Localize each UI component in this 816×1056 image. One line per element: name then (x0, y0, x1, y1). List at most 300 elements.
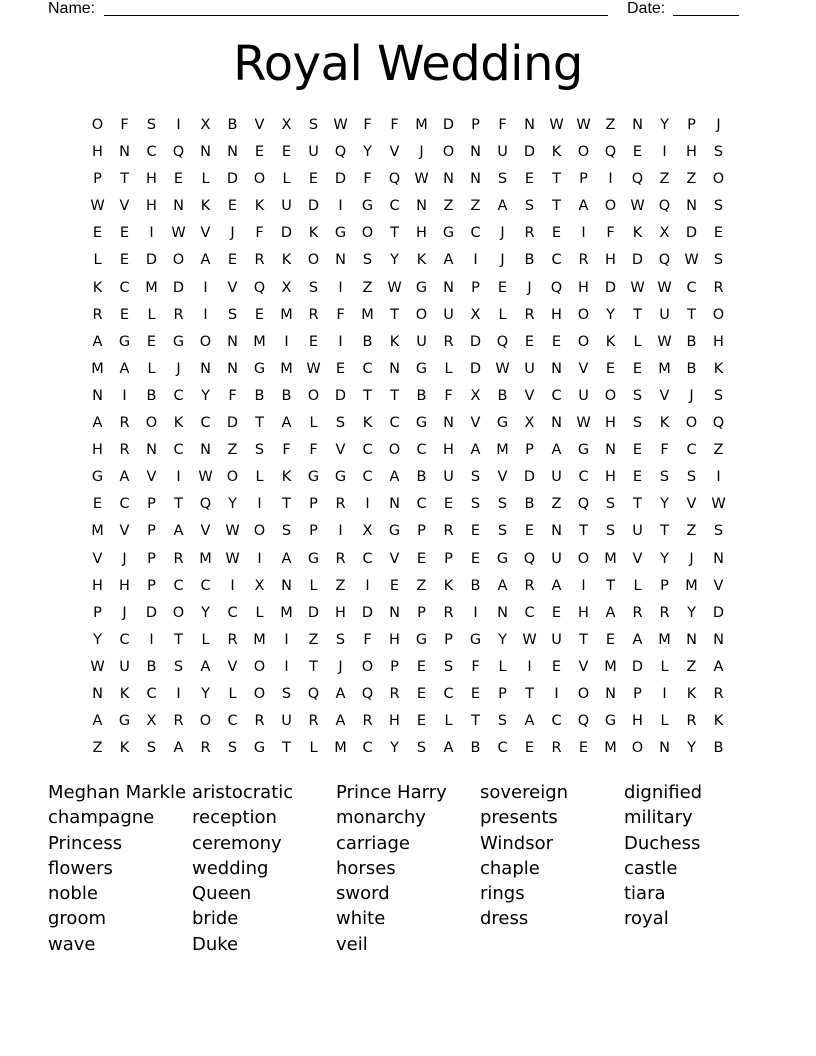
grid-letter[interactable]: V (92, 550, 103, 567)
grid-letter[interactable]: P (579, 171, 588, 188)
grid-letter[interactable]: Q (577, 496, 590, 513)
grid-letter[interactable]: M (145, 279, 158, 296)
grid-letter[interactable]: O (253, 171, 266, 188)
grid-letter[interactable]: Z (686, 658, 697, 675)
grid-letter[interactable]: S (281, 685, 292, 702)
grid-letter[interactable]: J (122, 550, 127, 567)
grid-letter[interactable]: H (605, 415, 616, 432)
grid-letter[interactable]: F (363, 117, 372, 133)
grid-letter[interactable]: Y (93, 631, 102, 648)
grid-letter[interactable]: V (632, 550, 643, 567)
grid-letter[interactable]: N (92, 387, 103, 404)
grid-letter[interactable]: S (497, 171, 508, 188)
grid-letter[interactable]: G (496, 415, 509, 432)
grid-letter[interactable]: T (174, 496, 183, 513)
grid-letter[interactable]: S (335, 415, 346, 432)
grid-letter[interactable]: C (200, 577, 211, 594)
grid-letter[interactable]: E (551, 604, 562, 621)
grid-letter[interactable]: I (176, 685, 181, 702)
grid-letter[interactable]: F (228, 387, 237, 404)
grid-letter[interactable]: M (253, 631, 266, 648)
grid-letter[interactable]: T (660, 523, 669, 540)
grid-letter[interactable]: T (120, 171, 129, 188)
grid-letter[interactable]: Q (712, 415, 725, 432)
grid-letter[interactable]: T (579, 523, 588, 540)
grid-letter[interactable]: R (659, 604, 670, 621)
grid-letter[interactable]: I (257, 496, 262, 513)
grid-letter[interactable]: F (336, 306, 345, 323)
grid-letter[interactable]: K (119, 685, 130, 702)
grid-letter[interactable]: V (578, 658, 589, 675)
grid-letter[interactable]: Z (227, 442, 238, 459)
grid-letter[interactable]: T (552, 198, 561, 215)
grid-letter[interactable]: X (470, 306, 481, 323)
grid-letter[interactable]: L (498, 306, 507, 323)
grid-letter[interactable]: A (389, 469, 400, 486)
grid-letter[interactable]: S (470, 469, 481, 486)
grid-letter[interactable]: E (551, 658, 562, 675)
grid-letter[interactable]: V (200, 523, 211, 540)
grid-letter[interactable]: E (470, 685, 481, 702)
grid-letter[interactable]: W (306, 360, 321, 377)
grid-letter[interactable]: C (362, 360, 373, 377)
grid-letter[interactable]: Q (523, 550, 536, 567)
grid-letter[interactable]: X (524, 415, 535, 432)
grid-letter[interactable]: M (658, 631, 671, 648)
grid-letter[interactable]: J (419, 144, 424, 161)
grid-letter[interactable]: C (551, 713, 562, 730)
grid-letter[interactable]: R (119, 442, 130, 459)
grid-letter[interactable]: N (605, 685, 616, 702)
grid-letter[interactable]: K (443, 577, 454, 594)
grid-letter[interactable]: K (281, 469, 292, 486)
grid-letter[interactable]: E (524, 171, 535, 188)
grid-letter[interactable]: Y (687, 740, 696, 757)
grid-letter[interactable]: C (686, 442, 697, 459)
grid-letter[interactable]: H (713, 333, 724, 350)
grid-letter[interactable]: T (687, 306, 696, 323)
grid-letter[interactable]: Q (199, 496, 212, 513)
grid-letter[interactable]: A (605, 604, 616, 621)
grid-letter[interactable]: K (308, 225, 319, 242)
grid-letter[interactable]: W (90, 658, 105, 675)
grid-letter[interactable]: G (469, 631, 482, 648)
grid-letter[interactable]: L (147, 306, 156, 323)
grid-letter[interactable]: A (524, 713, 535, 730)
grid-letter[interactable]: K (416, 252, 427, 269)
grid-letter[interactable]: N (335, 252, 346, 269)
grid-letter[interactable]: U (524, 360, 535, 377)
grid-letter[interactable]: V (578, 360, 589, 377)
grid-letter[interactable]: C (470, 225, 481, 242)
grid-letter[interactable]: D (442, 117, 455, 133)
grid-letter[interactable]: M (91, 523, 104, 540)
grid-letter[interactable]: G (415, 279, 428, 296)
grid-letter[interactable]: M (199, 550, 212, 567)
grid-letter[interactable]: C (173, 387, 184, 404)
grid-letter[interactable]: Q (172, 144, 185, 161)
grid-letter[interactable]: E (551, 225, 562, 242)
grid-letter[interactable]: I (122, 387, 127, 404)
grid-letter[interactable]: N (227, 360, 238, 377)
grid-letter[interactable]: C (578, 469, 589, 486)
grid-letter[interactable]: C (416, 496, 427, 513)
grid-letter[interactable]: I (581, 225, 586, 242)
grid-letter[interactable]: A (551, 442, 562, 459)
grid-letter[interactable]: Y (606, 306, 615, 323)
grid-letter[interactable]: S (605, 523, 616, 540)
grid-letter[interactable]: P (309, 523, 318, 540)
grid-letter[interactable]: R (713, 279, 724, 296)
grid-letter[interactable]: H (443, 442, 454, 459)
grid-letter[interactable]: N (713, 631, 724, 648)
grid-letter[interactable]: V (119, 198, 130, 215)
grid-letter[interactable]: S (659, 469, 670, 486)
grid-letter[interactable]: G (442, 225, 455, 242)
grid-letter[interactable]: E (389, 577, 400, 594)
grid-letter[interactable]: N (470, 144, 481, 161)
grid-letter[interactable]: N (497, 604, 508, 621)
grid-letter[interactable]: T (174, 631, 183, 648)
grid-letter[interactable]: C (227, 713, 238, 730)
grid-letter[interactable]: N (524, 117, 535, 133)
grid-letter[interactable]: U (443, 306, 454, 323)
grid-letter[interactable]: Z (308, 631, 319, 648)
grid-letter[interactable]: X (254, 577, 265, 594)
grid-letter[interactable]: A (497, 198, 508, 215)
grid-letter[interactable]: E (524, 740, 535, 757)
grid-letter[interactable]: O (199, 713, 212, 730)
grid-letter[interactable]: Z (92, 740, 103, 757)
grid-letter[interactable]: D (523, 144, 536, 161)
grid-letter[interactable]: T (282, 496, 291, 513)
grid-letter[interactable]: J (122, 604, 127, 621)
grid-letter[interactable]: J (230, 225, 235, 242)
grid-letter[interactable]: L (147, 360, 156, 377)
grid-letter[interactable]: N (551, 415, 562, 432)
grid-letter[interactable]: Y (660, 117, 669, 133)
grid-letter[interactable]: R (119, 415, 130, 432)
grid-letter[interactable]: B (686, 360, 697, 377)
grid-letter[interactable]: O (631, 740, 644, 757)
grid-letter[interactable]: G (118, 713, 131, 730)
grid-letter[interactable]: T (633, 496, 642, 513)
grid-letter[interactable]: A (173, 740, 184, 757)
grid-letter[interactable]: K (659, 415, 670, 432)
grid-letter[interactable]: M (658, 360, 671, 377)
grid-letter[interactable]: X (281, 117, 292, 133)
grid-letter[interactable]: T (471, 713, 480, 730)
grid-letter[interactable]: I (149, 225, 154, 242)
grid-letter[interactable]: G (496, 550, 509, 567)
grid-letter[interactable]: C (362, 550, 373, 567)
grid-letter[interactable]: R (362, 713, 373, 730)
grid-letter[interactable]: I (527, 658, 532, 675)
grid-letter[interactable]: Q (388, 171, 401, 188)
grid-letter[interactable]: Q (658, 198, 671, 215)
grid-letter[interactable]: R (686, 713, 697, 730)
grid-letter[interactable]: H (389, 631, 400, 648)
grid-letter[interactable]: I (203, 306, 208, 323)
grid-letter[interactable]: K (632, 225, 643, 242)
grid-letter[interactable]: D (307, 198, 320, 215)
grid-letter[interactable]: A (578, 198, 589, 215)
grid-letter[interactable]: K (200, 198, 211, 215)
grid-letter[interactable]: E (281, 144, 292, 161)
grid-letter[interactable]: I (149, 631, 154, 648)
grid-letter[interactable]: W (630, 198, 645, 215)
grid-letter[interactable]: Q (577, 713, 590, 730)
grid-letter[interactable]: L (660, 713, 669, 730)
grid-letter[interactable]: J (689, 387, 694, 404)
grid-letter[interactable]: P (687, 117, 696, 133)
grid-letter[interactable]: E (416, 658, 427, 675)
grid-letter[interactable]: X (470, 387, 481, 404)
grid-letter[interactable]: X (200, 117, 211, 133)
grid-letter[interactable]: L (444, 360, 453, 377)
grid-letter[interactable]: E (470, 550, 481, 567)
grid-letter[interactable]: S (308, 117, 319, 133)
grid-letter[interactable]: D (523, 469, 536, 486)
grid-letter[interactable]: S (470, 496, 481, 513)
grid-letter[interactable]: K (713, 360, 724, 377)
grid-letter[interactable]: G (577, 442, 590, 459)
grid-letter[interactable]: D (712, 604, 725, 621)
grid-letter[interactable]: A (335, 713, 346, 730)
grid-letter[interactable]: S (713, 523, 724, 540)
grid-letter[interactable]: S (416, 740, 427, 757)
grid-letter[interactable]: D (469, 360, 482, 377)
grid-letter[interactable]: I (176, 117, 181, 133)
grid-letter[interactable]: L (255, 469, 264, 486)
grid-letter[interactable]: P (417, 523, 426, 540)
grid-letter[interactable]: N (443, 279, 454, 296)
grid-letter[interactable]: G (307, 469, 320, 486)
grid-letter[interactable]: P (147, 577, 156, 594)
grid-letter[interactable]: I (176, 469, 181, 486)
grid-letter[interactable]: E (308, 171, 319, 188)
grid-letter[interactable]: M (604, 550, 617, 567)
grid-letter[interactable]: S (443, 658, 454, 675)
grid-letter[interactable]: A (443, 740, 454, 757)
grid-letter[interactable]: I (203, 279, 208, 296)
grid-letter[interactable]: K (686, 685, 697, 702)
grid-letter[interactable]: Q (307, 685, 320, 702)
grid-letter[interactable]: Z (686, 171, 697, 188)
grid-letter[interactable]: W (711, 496, 726, 513)
grid-letter[interactable]: E (713, 225, 724, 242)
grid-letter[interactable]: S (605, 496, 616, 513)
grid-letter[interactable]: C (389, 415, 400, 432)
grid-letter[interactable]: R (578, 252, 589, 269)
grid-letter[interactable]: R (173, 306, 184, 323)
grid-letter[interactable]: H (578, 279, 589, 296)
grid-letter[interactable]: N (119, 144, 130, 161)
grid-letter[interactable]: R (254, 252, 265, 269)
grid-letter[interactable]: B (254, 387, 265, 404)
grid-letter[interactable]: M (361, 306, 374, 323)
grid-letter[interactable]: L (201, 631, 210, 648)
grid-letter[interactable]: X (659, 225, 670, 242)
grid-letter[interactable]: U (308, 144, 319, 161)
grid-letter[interactable]: F (471, 658, 480, 675)
grid-letter[interactable]: U (551, 469, 562, 486)
grid-letter[interactable]: R (173, 713, 184, 730)
grid-letter[interactable]: G (415, 360, 428, 377)
grid-letter[interactable]: I (473, 252, 478, 269)
grid-letter[interactable]: T (282, 740, 291, 757)
grid-letter[interactable]: A (119, 469, 130, 486)
grid-letter[interactable]: C (551, 252, 562, 269)
grid-letter[interactable]: I (338, 523, 343, 540)
grid-letter[interactable]: A (281, 550, 292, 567)
grid-letter[interactable]: Q (550, 279, 563, 296)
grid-letter[interactable]: E (632, 144, 643, 161)
grid-letter[interactable]: O (685, 415, 698, 432)
grid-letter[interactable]: F (309, 442, 318, 459)
grid-letter[interactable]: V (389, 550, 400, 567)
grid-letter[interactable]: R (92, 306, 103, 323)
grid-letter[interactable]: C (362, 469, 373, 486)
grid-letter[interactable]: U (578, 387, 589, 404)
grid-letter[interactable]: M (496, 442, 509, 459)
grid-letter[interactable]: D (307, 604, 320, 621)
grid-letter[interactable]: W (522, 631, 537, 648)
grid-letter[interactable]: W (414, 171, 429, 188)
grid-letter[interactable]: C (146, 144, 157, 161)
name-field-line[interactable] (104, 15, 608, 16)
grid-letter[interactable]: E (632, 469, 643, 486)
grid-letter[interactable]: B (416, 387, 427, 404)
grid-letter[interactable]: D (631, 252, 644, 269)
grid-letter[interactable]: X (281, 279, 292, 296)
grid-letter[interactable]: L (201, 171, 210, 188)
grid-letter[interactable]: Y (660, 496, 669, 513)
grid-letter[interactable]: T (525, 685, 534, 702)
grid-letter[interactable]: Y (201, 685, 210, 702)
grid-letter[interactable]: B (146, 658, 157, 675)
grid-letter[interactable]: A (200, 658, 211, 675)
grid-letter[interactable]: V (713, 577, 724, 594)
grid-letter[interactable]: S (173, 658, 184, 675)
grid-letter[interactable]: H (686, 144, 697, 161)
grid-letter[interactable]: N (713, 550, 724, 567)
grid-letter[interactable]: E (551, 333, 562, 350)
grid-letter[interactable]: E (119, 306, 130, 323)
grid-letter[interactable]: G (415, 415, 428, 432)
grid-letter[interactable]: C (173, 442, 184, 459)
grid-letter[interactable]: A (335, 685, 346, 702)
grid-letter[interactable]: K (119, 740, 130, 757)
grid-letter[interactable]: N (632, 117, 643, 133)
grid-letter[interactable]: G (253, 740, 266, 757)
grid-letter[interactable]: W (549, 117, 564, 133)
grid-letter[interactable]: M (415, 117, 428, 133)
grid-letter[interactable]: H (605, 252, 616, 269)
date-field-line[interactable] (673, 15, 739, 16)
grid-letter[interactable]: N (551, 360, 562, 377)
grid-letter[interactable]: T (309, 658, 318, 675)
grid-letter[interactable]: N (146, 442, 157, 459)
grid-letter[interactable]: R (254, 713, 265, 730)
grid-letter[interactable]: N (443, 415, 454, 432)
grid-letter[interactable]: C (362, 740, 373, 757)
grid-letter[interactable]: F (363, 171, 372, 188)
grid-letter[interactable]: S (146, 740, 157, 757)
grid-letter[interactable]: J (176, 360, 181, 377)
grid-letter[interactable]: L (633, 333, 642, 350)
grid-letter[interactable]: P (147, 550, 156, 567)
grid-letter[interactable]: A (92, 333, 103, 350)
grid-letter[interactable]: P (93, 171, 102, 188)
grid-letter[interactable]: U (632, 523, 643, 540)
grid-letter[interactable]: N (416, 198, 427, 215)
grid-letter[interactable]: W (495, 360, 510, 377)
grid-letter[interactable]: O (442, 144, 455, 161)
grid-letter[interactable]: R (389, 685, 400, 702)
grid-letter[interactable]: F (282, 442, 291, 459)
grid-letter[interactable]: Z (659, 171, 670, 188)
grid-letter[interactable]: I (338, 333, 343, 350)
grid-letter[interactable]: Q (631, 171, 644, 188)
grid-letter[interactable]: B (713, 740, 724, 757)
grid-letter[interactable]: P (147, 523, 156, 540)
grid-letter[interactable]: P (417, 604, 426, 621)
grid-letter[interactable]: K (551, 144, 562, 161)
grid-letter[interactable]: C (119, 496, 130, 513)
grid-letter[interactable]: V (335, 442, 346, 459)
grid-letter[interactable]: N (92, 685, 103, 702)
grid-letter[interactable]: O (226, 469, 239, 486)
grid-letter[interactable]: T (606, 577, 615, 594)
grid-letter[interactable]: V (146, 469, 157, 486)
grid-letter[interactable]: F (255, 225, 264, 242)
grid-letter[interactable]: C (551, 387, 562, 404)
grid-letter[interactable]: R (335, 550, 346, 567)
grid-letter[interactable]: W (171, 225, 186, 242)
grid-letter[interactable]: B (470, 740, 481, 757)
grid-letter[interactable]: A (200, 252, 211, 269)
grid-letter[interactable]: A (119, 360, 130, 377)
grid-letter[interactable]: V (200, 225, 211, 242)
grid-letter[interactable]: A (92, 713, 103, 730)
grid-letter[interactable]: R (524, 225, 535, 242)
grid-letter[interactable]: A (632, 631, 643, 648)
grid-letter[interactable]: N (281, 577, 292, 594)
grid-letter[interactable]: Y (201, 387, 210, 404)
grid-letter[interactable]: V (119, 523, 130, 540)
grid-letter[interactable]: V (470, 415, 481, 432)
grid-letter[interactable]: L (309, 740, 318, 757)
grid-letter[interactable]: O (172, 604, 185, 621)
grid-letter[interactable]: C (443, 685, 454, 702)
grid-letter[interactable]: S (686, 469, 697, 486)
grid-letter[interactable]: B (227, 117, 238, 133)
grid-letter[interactable]: I (284, 333, 289, 350)
grid-letter[interactable]: N (173, 198, 184, 215)
grid-letter[interactable]: E (92, 496, 103, 513)
grid-letter[interactable]: M (280, 306, 293, 323)
grid-letter[interactable]: P (147, 496, 156, 513)
grid-letter[interactable]: O (577, 306, 590, 323)
grid-letter[interactable]: V (497, 469, 508, 486)
grid-letter[interactable]: D (334, 171, 347, 188)
grid-letter[interactable]: Y (390, 252, 399, 269)
grid-letter[interactable]: C (362, 442, 373, 459)
grid-letter[interactable]: E (335, 360, 346, 377)
grid-letter[interactable]: I (338, 198, 343, 215)
grid-letter[interactable]: I (581, 577, 586, 594)
